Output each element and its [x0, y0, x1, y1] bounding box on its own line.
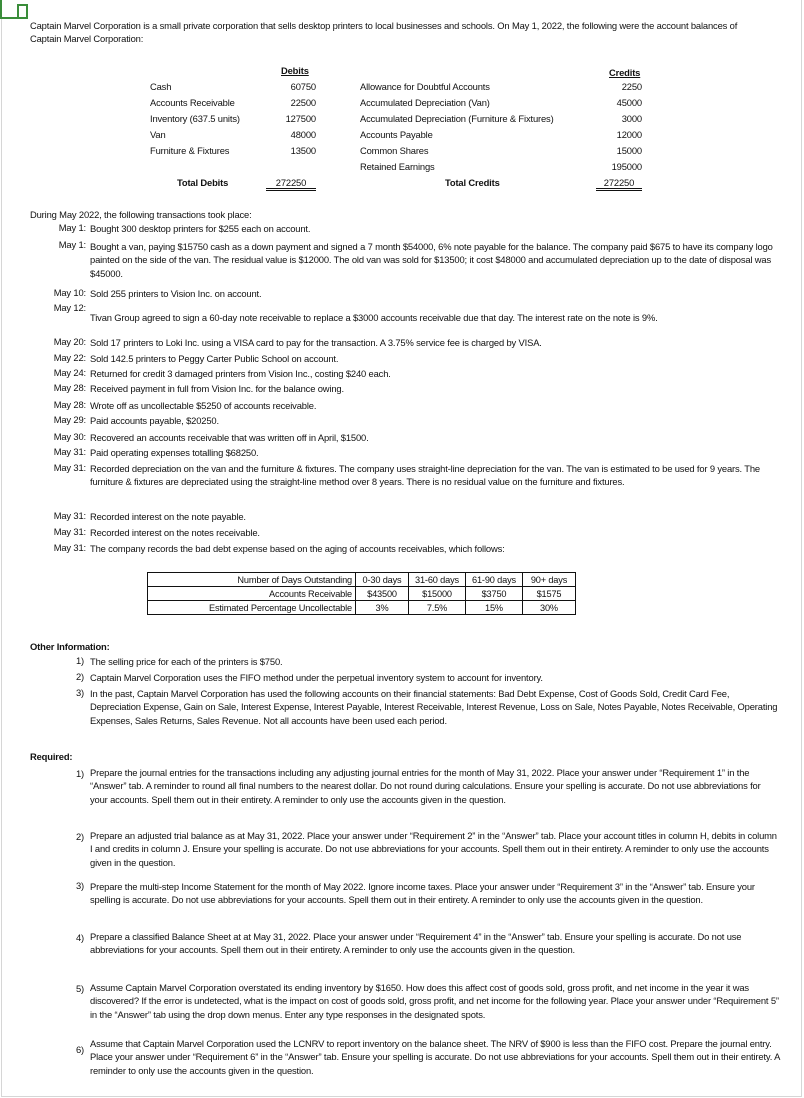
credit-account: Common Shares [360, 145, 429, 156]
credits-header: Credits [609, 67, 641, 78]
credit-account: Allowance for Doubtful Accounts [360, 81, 490, 92]
debit-amount: 60750 [290, 81, 316, 92]
credit-amount: 2250 [621, 81, 642, 92]
transaction-date: May 22: [53, 352, 86, 363]
credit-account: Accumulated Depreciation (Van) [360, 97, 490, 108]
table-cell: Number of Days Outstanding [148, 573, 356, 587]
total-credits-amount: 272250 [596, 177, 642, 191]
other-info-title: Other Information: [30, 641, 110, 652]
credit-amount: 3000 [621, 113, 642, 124]
credit-amount: 15000 [616, 145, 642, 156]
list-item: Captain Marvel Corporation uses the FIFO method under the perpetual inventory system to account for inventory. [90, 672, 543, 683]
transaction-date: May 28: [53, 382, 86, 393]
list-number: 3) [75, 880, 84, 891]
table-cell: 0-30 days [356, 573, 409, 587]
table-row [148, 587, 576, 601]
transaction-text: Sold 17 printers to Loki Inc. using a VISA card to pay for the transaction. A 3.75% service fee is charged by VISA. [90, 337, 542, 348]
total-credits-label: Total Credits [445, 177, 500, 188]
table-cell: 31-60 days [409, 573, 466, 587]
transaction-date: May 24: [53, 367, 86, 378]
transaction-text: Returned for credit 3 damaged printers from Vision Inc., costing $240 each. [90, 368, 391, 379]
transaction-text: Bought 300 desktop printers for $255 each on account. [90, 223, 311, 234]
transaction-date: May 29: [53, 414, 86, 425]
table-cell: 90+ days [523, 573, 576, 587]
list-number: 3) [75, 687, 84, 698]
list-number: 2) [75, 671, 84, 682]
total-debits-label: Total Debits [177, 177, 229, 188]
transaction-date: May 28: [53, 399, 86, 410]
list-item: Assume that Captain Marvel Corporation used the LCNRV to report inventory on the balance sheet. The NRV of $900 is less than the FIFO cost. Prepare the journal entry. Place your answer under “Requirement 6” in the “Answer” tab. Ensure your spelling is accurate. Do not use abbreviations for your accounts. Spell them out in their entirety. A reminder to only use the accounts given in the question. [90, 1038, 780, 1076]
list-item: Assume Captain Marvel Corporation overstated its ending inventory by $1650. How does this affect cost of goods sold, gross profit, and net income in the year it was discovered? If the error is undetected, what is the impact on cost of goods sold, gross profit, and net income for the following year. Place your answer under “Requirement 5” in the “Answer” tab using the drop down menus. Enter any type responses in the designated spots. [90, 982, 779, 1020]
list-number: 4) [75, 932, 84, 943]
debit-amount: 22500 [290, 97, 316, 108]
transaction-date: May 31: [53, 462, 86, 473]
debits-header: Debits [281, 65, 309, 76]
credit-amount: 45000 [616, 97, 642, 108]
debit-account: Accounts Receivable [150, 97, 235, 108]
credit-amount: 195000 [611, 161, 642, 172]
transaction-date: May 20: [53, 336, 86, 347]
transaction-date: May 31: [53, 542, 86, 553]
transaction-text: Recorded interest on the notes receivable. [90, 527, 260, 538]
list-item: Prepare the journal entries for the transactions including any adjusting journal entries for the month of May 31, 2022. Place your answer under “Requirement 1” in the “Answer” tab. A reminder to round all final numbers to the nearest dollar. Do not round during calculations. Ensure your spelling is accurate. Do not use abbreviations for your accounts. Spell them out in their entirety. A reminder to only use the accounts given in the question. [90, 767, 761, 805]
list-item: The selling price for each of the printers is $750. [90, 656, 283, 667]
transaction-text: Wrote off as uncollectable $5250 of accounts receivable. [90, 400, 317, 411]
list-item: Prepare an adjusted trial balance as at May 31, 2022. Place your answer under “Requirement 2” in the “Answer” tab. Place your account titles in column H, debits in column I and credits in column J. Ensure your spelling is accurate. Do not use abbreviations for your accounts. Spell them out in their entirety. A reminder to only use the accounts given in the question. [90, 830, 777, 868]
transaction-text: Received payment in full from Vision Inc. for the balance owing. [90, 383, 344, 394]
debit-account: Furniture & Fixtures [150, 145, 230, 156]
table-cell: $15000 [409, 587, 466, 601]
table-cell: Accounts Receivable [148, 587, 356, 601]
credit-account: Accounts Payable [360, 129, 433, 140]
table-cell: 7.5% [409, 601, 466, 615]
list-item: Prepare a classified Balance Sheet at at May 31, 2022. Place your answer under “Requirement 4” in the “Answer” tab. Ensure your spelling is accurate. Do not use abbreviations for your accounts. Spell them out in their entirety. A reminder to only use the accounts given in the question. [90, 931, 742, 956]
transaction-text: Sold 255 printers to Vision Inc. on account. [90, 288, 262, 299]
intro-paragraph: Captain Marvel Corporation is a small private corporation that sells desktop printers to local businesses and schools. On May 1, 2022, the following were the account balances of Captain Marvel Corporation: [30, 20, 738, 44]
transaction-date: May 31: [53, 526, 86, 537]
credit-account: Retained Earnings [360, 161, 435, 172]
transaction-text: Tivan Group agreed to sign a 60-day note receivable to replace a $3000 accounts receivable due that day. The interest rate on the note is 9%. [90, 312, 658, 323]
corner-marker [0, 17, 28, 19]
transactions-intro: During May 2022, the following transactions took place: [30, 209, 252, 220]
debit-account: Inventory (637.5 units) [150, 113, 240, 124]
transaction-date: May 1: [58, 239, 86, 250]
table-cell: 15% [466, 601, 523, 615]
total-debits-amount: 272250 [266, 177, 316, 191]
list-number: 2) [75, 831, 84, 842]
list-number: 5) [75, 983, 84, 994]
table-cell: 3% [356, 601, 409, 615]
credit-amount: 12000 [616, 129, 642, 140]
table-cell: Estimated Percentage Uncollectable [148, 601, 356, 615]
debit-amount: 127500 [285, 113, 316, 124]
transaction-date: May 31: [53, 446, 86, 457]
debit-account: Cash [150, 81, 172, 92]
transaction-date: May 12: [53, 302, 86, 313]
table-cell: $3750 [466, 587, 523, 601]
transaction-text: Recovered an accounts receivable that was written off in April, $1500. [90, 432, 369, 443]
list-number: 6) [75, 1044, 84, 1055]
debit-amount: 13500 [290, 145, 316, 156]
transaction-date: May 10: [53, 287, 86, 298]
list-item: Prepare the multi-step Income Statement for the month of May 2022. Ignore income taxes. Place your answer under “Requirement 3” in the “Answer” tab. Ensure your spelling is accurate. Do not use abbreviations for your accounts. Spell them out in their entirety. A reminder to only use the accounts given in the question. [90, 881, 755, 906]
transaction-text: Paid operating expenses totalling $68250. [90, 447, 259, 458]
table-cell: $43500 [356, 587, 409, 601]
transaction-date: May 1: [58, 222, 86, 233]
table-cell: 30% [523, 601, 576, 615]
transaction-date: May 30: [53, 431, 86, 442]
table-cell: 61-90 days [466, 573, 523, 587]
table-row [148, 601, 576, 615]
transaction-text: Recorded depreciation on the van and the furniture & fixtures. The company uses straight-line depreciation for the van. The van is estimated to be used for 9 years. The furniture & fixtures are depreciated using the straight-line method over 8 years. There is no residual value on the furniture and fixtures. [90, 463, 760, 488]
transaction-date: May 31: [53, 510, 86, 521]
debit-amount: 48000 [290, 129, 316, 140]
transaction-text: Paid accounts payable, $20250. [90, 415, 219, 426]
transaction-text: Bought a van, paying $15750 cash as a down payment and signed a 7 month $54000, 6% note payable for the balance. The company paid $675 to have its company logo painted on the side of the van. The residual value is $12000. The old van was sold for $13500; it cost $48000 and accumulated depreciation up to the date of disposal was $45000. [90, 241, 773, 279]
list-item: In the past, Captain Marvel Corporation has used the following accounts on their financial statements: Bad Debt Expense, Cost of Goods Sold, Credit Card Fee, Depreciation Expense, Gain on Sale, Interest Expense, Interest Payable, Interest Receivable, Interest Revenue, Loss on Sale, Notes Payable, Notes Receivable, Operating Expenses, Sales Returns, Sales Revenue. Not all accounts have been used each period. [90, 688, 778, 726]
corner-marker [17, 4, 28, 17]
list-number: 1) [75, 768, 84, 779]
debit-account: Van [150, 129, 166, 140]
transaction-text: The company records the bad debt expense based on the aging of accounts receivables, which follows: [90, 543, 505, 554]
table-row [148, 573, 576, 587]
transaction-text: Recorded interest on the note payable. [90, 511, 246, 522]
transaction-text: Sold 142.5 printers to Peggy Carter Public School on account. [90, 353, 339, 364]
aging-table [147, 572, 576, 615]
table-cell: $1575 [523, 587, 576, 601]
credit-account: Accumulated Depreciation (Furniture & Fixtures) [360, 113, 554, 124]
required-title: Required: [30, 751, 73, 762]
list-number: 1) [75, 655, 84, 666]
